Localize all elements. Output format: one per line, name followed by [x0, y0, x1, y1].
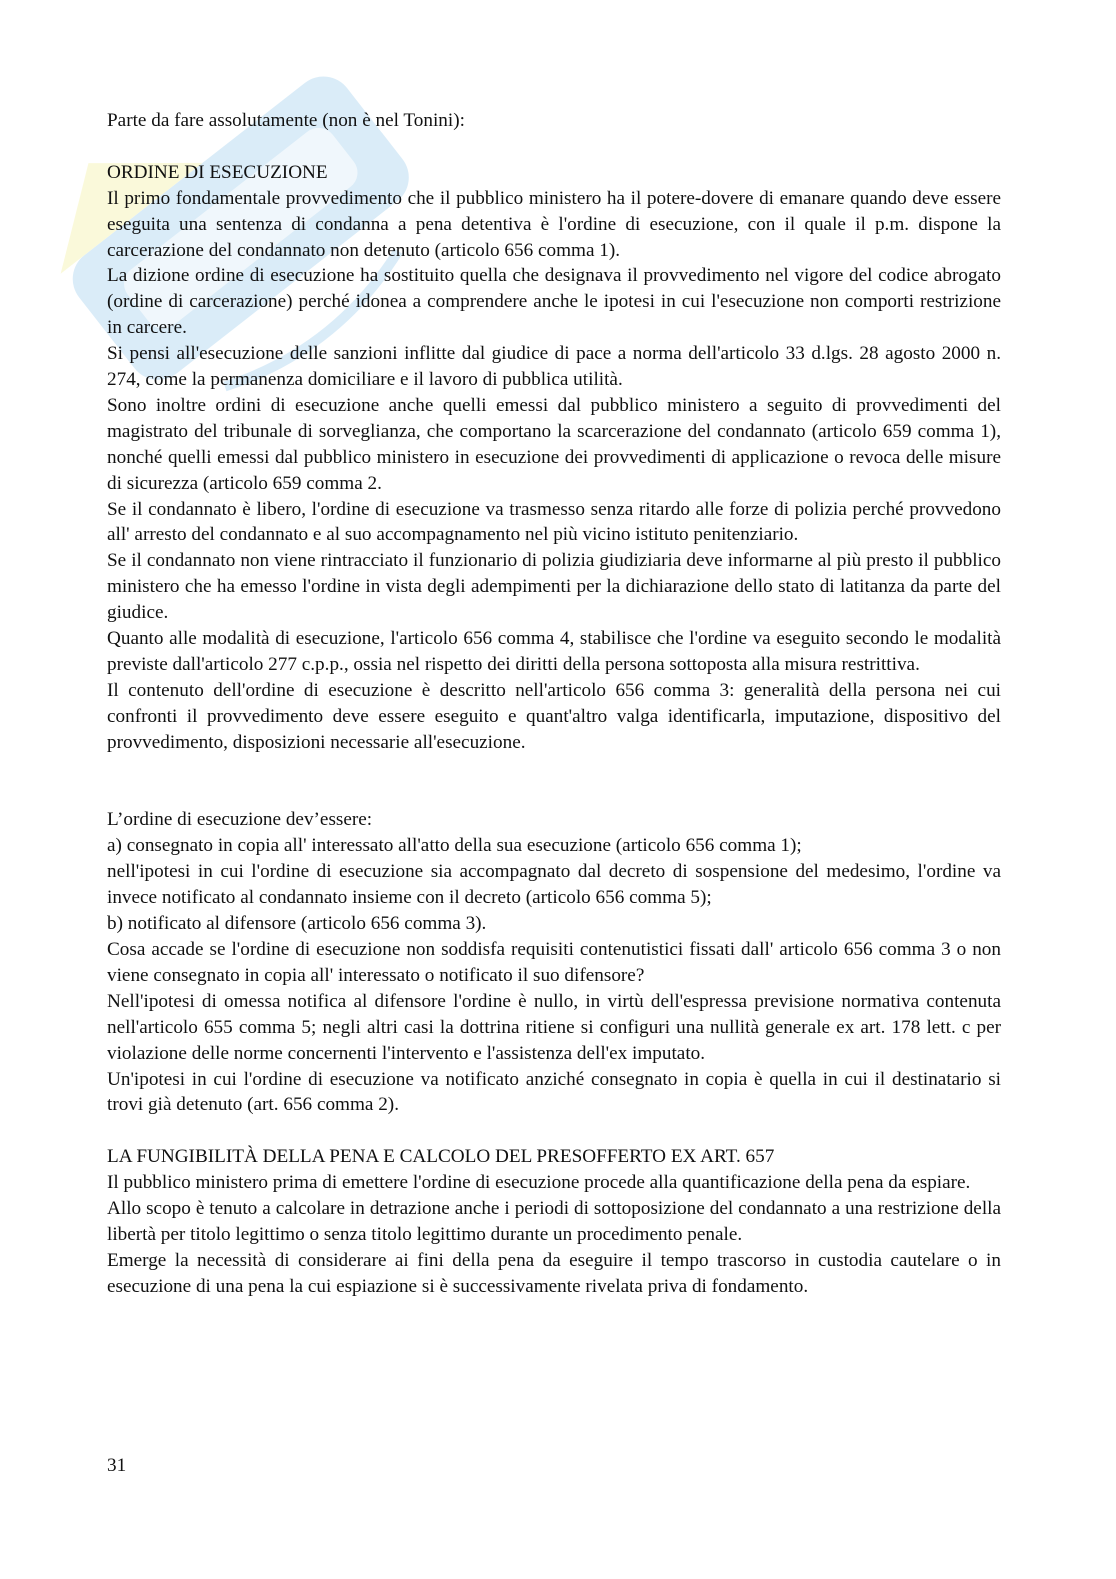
paragraph: Il pubblico ministero prima di emettere l'ordine di esecuzione procede alla quantificazione della pena da espiare. [107, 1172, 971, 1194]
section-heading-fungibilita: LA FUNGIBILITÀ DELLA PENA E CALCOLO DEL PRESOFFERTO EX ART. 657 [107, 1146, 775, 1168]
paragraph: Il contenuto dell'ordine di esecuzione è descritto nell'articolo 656 comma 3: generalità della persona nei cui confronti il provvedimento deve essere eseguito e quant'altro valga identificarla, imputazione, dispositivo del provvedimento, disposizioni necessarie all'esecuzione. [107, 679, 1001, 753]
paragraph: Cosa accade se l'ordine di esecuzione non soddisfa requisiti contenutistici fissati dall' articolo 656 comma 3 o non viene consegnato in copia all' interessato o notificato il suo difensore? [107, 938, 1001, 986]
intro-note: Parte da fare assolutamente (non è nel Tonini): [107, 110, 465, 131]
list-item-a-note: nell'ipotesi in cui l'ordine di esecuzione sia accompagnato dal decreto di sospensione del medesimo, l'ordine va invece notificato al condannato insieme con il decreto (articolo 656 comma 5); [107, 861, 1001, 909]
paragraph: La dizione ordine di esecuzione ha sostituito quella che designava il provvedimento nel vigore del codice abrogato (ordine di carcerazione) perché idonea a comprendere anche le ipotesi in cui l'esecuzione non comporti restrizione in carcere. [107, 265, 1001, 339]
spacer [107, 756, 1001, 808]
paragraph: Un'ipotesi in cui l'ordine di esecuzione va notificato anziché consegnato in copia è quella in cui il destinatario si trovi già detenuto (art. 656 comma 2). [107, 1068, 1001, 1116]
list-item-b: b) notificato al difensore (articolo 656 comma 3). [107, 913, 487, 935]
paragraph: Nell'ipotesi di omessa notifica al difensore l'ordine è nullo, in virtù dell'espressa previsione normativa contenuta nell'articolo 655 comma 5; negli altri casi la dottrina ritiene si configuri una nullità generale ex art. 178 lett. c per violazione delle norme concernenti l'intervento e l'assistenza dell'ex imputato. [107, 990, 1001, 1064]
paragraph: Emerge la necessità di considerare ai fini della pena da eseguire il tempo trascorso in custodia cautelare o in esecuzione di una pena la cui espiazione si è successivamente rivelata priva di fondamento. [107, 1249, 1001, 1297]
list-intro: L’ordine di esecuzione dev’essere: [107, 809, 373, 831]
paragraph: Il primo fondamentale provvedimento che il pubblico ministero ha il potere-dovere di emanare quando deve essere eseguita una sentenza di condanna a pena detentiva è l'ordine di esecuzione, con il quale il p.m. dispone la carcerazione del condannato non detenuto (articolo 656 comma 1). [107, 187, 1001, 261]
list-item-a: a) consegnato in copia all' interessato all'atto della sua esecuzione (articolo 656 comma 1); [107, 835, 802, 857]
paragraph: Se il condannato non viene rintracciato il funzionario di polizia giudiziaria deve informarne al più presto il pubblico ministero che ha emesso l'ordine in vista degli adempimenti per la dichiarazione dello stato di latitanza da parte del giudice. [107, 550, 1001, 624]
paragraph: Si pensi all'esecuzione delle sanzioni inflitte dal giudice di pace a norma dell'articolo 33 d.lgs. 28 agosto 2000 n. 274, come la permanenza domiciliare e il lavoro di pubblica utilità. [107, 343, 1001, 391]
document-body [107, 108, 1001, 1300]
paragraph: Allo scopo è tenuto a calcolare in detrazione anche i periodi di sottoposizione del condannato a una restrizione della libertà per titolo legittimo o senza titolo legittimo durante un procedimento penale. [107, 1198, 1001, 1245]
page-number: 31 [107, 1455, 127, 1476]
paragraph: Quanto alle modalità di esecuzione, l'articolo 656 comma 4, stabilisce che l'ordine va eseguito secondo le modalità previste dall'articolo 277 c.p.p., ossia nel rispetto dei diritti della persona sottoposta alla misura restrittiva. [107, 628, 1001, 676]
paragraph: Sono inoltre ordini di esecuzione anche quelli emessi dal pubblico ministero a seguito di provvedimenti del magistrato del tribunale di sorveglianza, che comportano la scarcerazione del condannato (articolo 659 comma 1), nonché quelli emessi dal pubblico ministero in esecuzione dei provvedimenti di applicazione o revoca delle misure di sicurezza (articolo 659 comma 2. [107, 394, 1001, 494]
spacer [107, 1118, 1001, 1144]
section-heading-ordine: ORDINE DI ESECUZIONE [107, 161, 328, 183]
spacer [107, 134, 1001, 160]
paragraph: Se il condannato è libero, l'ordine di esecuzione va trasmesso senza ritardo alle forze di polizia perché provvedono all' arresto del condannato e al suo accompagnamento nel più vicino istituto penitenziario. [107, 498, 1001, 546]
